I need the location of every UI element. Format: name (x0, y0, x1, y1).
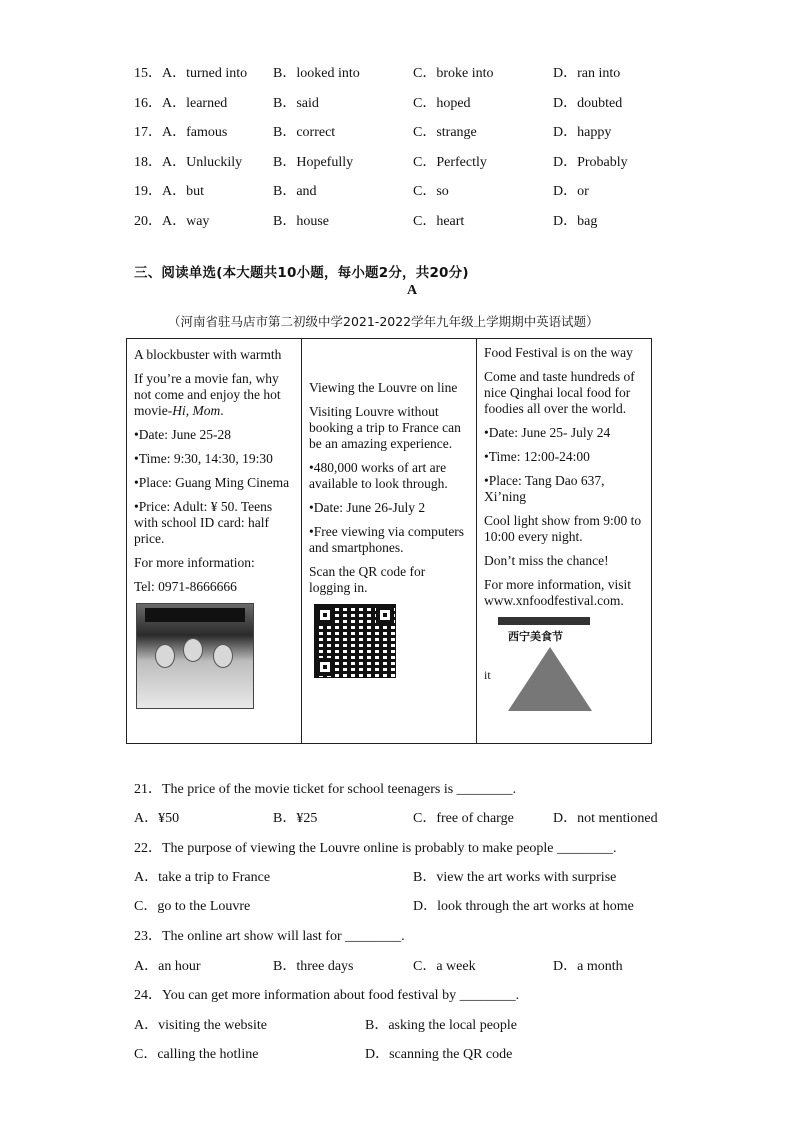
cloze-question-18 (0, 151, 800, 171)
food-more-info: For more information, visit www.xnfoodfestival.com. (484, 577, 631, 608)
movie-tel: Tel: 0971-8666666 (134, 579, 237, 594)
option-d: D．bag (553, 214, 598, 229)
poster-graphic (508, 647, 592, 711)
food-festival-ad (477, 339, 651, 743)
louvre-scan: Scan the QR code for logging in. (309, 564, 426, 595)
cloze-question-20 (0, 210, 800, 230)
poster-title-strip (145, 608, 245, 622)
option-b: B．correct (273, 125, 336, 140)
question-number: 19． (134, 184, 162, 199)
movie-intro: If you’re a movie fan, why not come and enjoy the hot movie-Hi, Mom. (134, 371, 281, 418)
food-intro: Come and taste hundreds of nice Qinghai local food for foodies all over the world. (484, 369, 635, 416)
louvre-date: •Date: June 26-July 2 (309, 500, 426, 515)
food-date: •Date: June 25- July 24 (484, 425, 611, 440)
q24-option-b: B．asking the local people (365, 1018, 518, 1033)
option-b: B．looked into (273, 66, 360, 81)
poster-mark: it (484, 668, 491, 682)
q21-option-c: C．free of charge (413, 811, 514, 826)
option-a: A．turned into (162, 66, 248, 81)
option-b: B．said (273, 96, 319, 111)
option-a: A．but (162, 184, 204, 199)
movie-title: Hi, Mom (172, 403, 221, 418)
q22-option-d: D．look through the art works at home (413, 899, 634, 914)
question-number: 17． (134, 125, 162, 140)
q23-option-a: A．an hour (134, 959, 201, 974)
option-a: A．learned (162, 96, 228, 111)
food-place: •Place: Tang Dao 637, Xi’ning (484, 473, 605, 504)
question-number: 18． (134, 155, 162, 170)
movie-ad (127, 339, 302, 743)
question-22-stem: 22．The purpose of viewing the Louvre online is probably to make people ________. (134, 841, 617, 856)
q21-option-a: A．¥50 (134, 811, 180, 826)
question-23-stem: 23．The online art show will last for ________. (134, 929, 405, 944)
question-number: 16． (134, 96, 162, 111)
option-d: D．or (553, 184, 589, 199)
option-c: C．so (413, 184, 449, 199)
qr-code-icon (314, 604, 396, 678)
option-c: C．heart (413, 214, 465, 229)
movie-more-info: For more information: (134, 555, 255, 570)
source-note: （河南省驻马店市第二初级中学2021-2022学年九年级上学期期中英语试题） (168, 314, 599, 329)
question-number: 20． (134, 214, 162, 229)
option-a: A．famous (162, 125, 228, 140)
option-d: D．ran into (553, 66, 621, 81)
movie-date: •Date: June 25-28 (134, 427, 231, 442)
movie-place: •Place: Guang Ming Cinema (134, 475, 290, 490)
option-d: D．Probably (553, 155, 628, 170)
cloze-question-19 (0, 180, 800, 200)
passage-letter: A (407, 283, 418, 298)
food-heading: Food Festival is on the way (484, 345, 633, 360)
q22-option-c: C．go to the Louvre (134, 899, 251, 914)
food-light-show: Cool light show from 9:00 to 10:00 every night. (484, 513, 642, 544)
section-title: 三、阅读单选(本大题共10小题，每小题2分，共20分) (134, 265, 469, 281)
movie-poster-image (136, 603, 254, 709)
food-dont-miss: Don’t miss the chance! (484, 553, 609, 568)
poster-banner (498, 617, 590, 625)
q24-option-a: A．visiting the website (134, 1018, 267, 1033)
option-c: C．strange (413, 125, 477, 140)
cloze-question-17 (0, 121, 800, 141)
louvre-free: •Free viewing via computers and smartphones. (309, 524, 465, 555)
option-b: B．Hopefully (273, 155, 354, 170)
louvre-works: •480,000 works of art are available to look through. (309, 460, 448, 491)
option-d: D．happy (553, 125, 612, 140)
option-c: C．Perfectly (413, 155, 487, 170)
q22-option-b: B．view the art works with surprise (413, 870, 617, 885)
louvre-ad (302, 339, 477, 743)
q23-option-d: D．a month (553, 959, 623, 974)
food-poster-image (484, 617, 600, 721)
poster-text: 西宁美食节 (508, 630, 563, 643)
movie-price: •Price: Adult: ¥ 50. Teens with school ID card: half price. (134, 499, 273, 546)
q23-option-c: C．a week (413, 959, 476, 974)
option-b: B．house (273, 214, 329, 229)
q24-option-d: D．scanning the QR code (365, 1047, 513, 1062)
option-a: A．Unluckily (162, 155, 243, 170)
q23-option-b: B．three days (273, 959, 354, 974)
question-24-stem: 24．You can get more information about food festival by ________. (134, 988, 520, 1003)
movie-time: •Time: 9:30, 14:30, 19:30 (134, 451, 273, 466)
question-21-stem: 21．The price of the movie ticket for school teenagers is ________. (134, 782, 517, 797)
ad-table (126, 338, 652, 744)
louvre-intro: Visiting Louvre without booking a trip to France can be an amazing experience. (309, 404, 461, 451)
option-c: C．hoped (413, 96, 471, 111)
louvre-heading: Viewing the Louvre on line (309, 380, 458, 395)
cloze-question-16 (0, 92, 800, 112)
cloze-question-15 (0, 62, 800, 82)
q21-option-b: B．¥25 (273, 811, 318, 826)
question-number: 15． (134, 66, 162, 81)
q24-option-c: C．calling the hotline (134, 1047, 259, 1062)
option-d: D．doubted (553, 96, 623, 111)
option-a: A．way (162, 214, 210, 229)
option-b: B．and (273, 184, 317, 199)
option-c: C．broke into (413, 66, 494, 81)
movie-heading: A blockbuster with warmth (134, 347, 282, 362)
q22-option-a: A．take a trip to France (134, 870, 271, 885)
q21-option-d: D．not mentioned (553, 811, 658, 826)
food-time: •Time: 12:00-24:00 (484, 449, 590, 464)
